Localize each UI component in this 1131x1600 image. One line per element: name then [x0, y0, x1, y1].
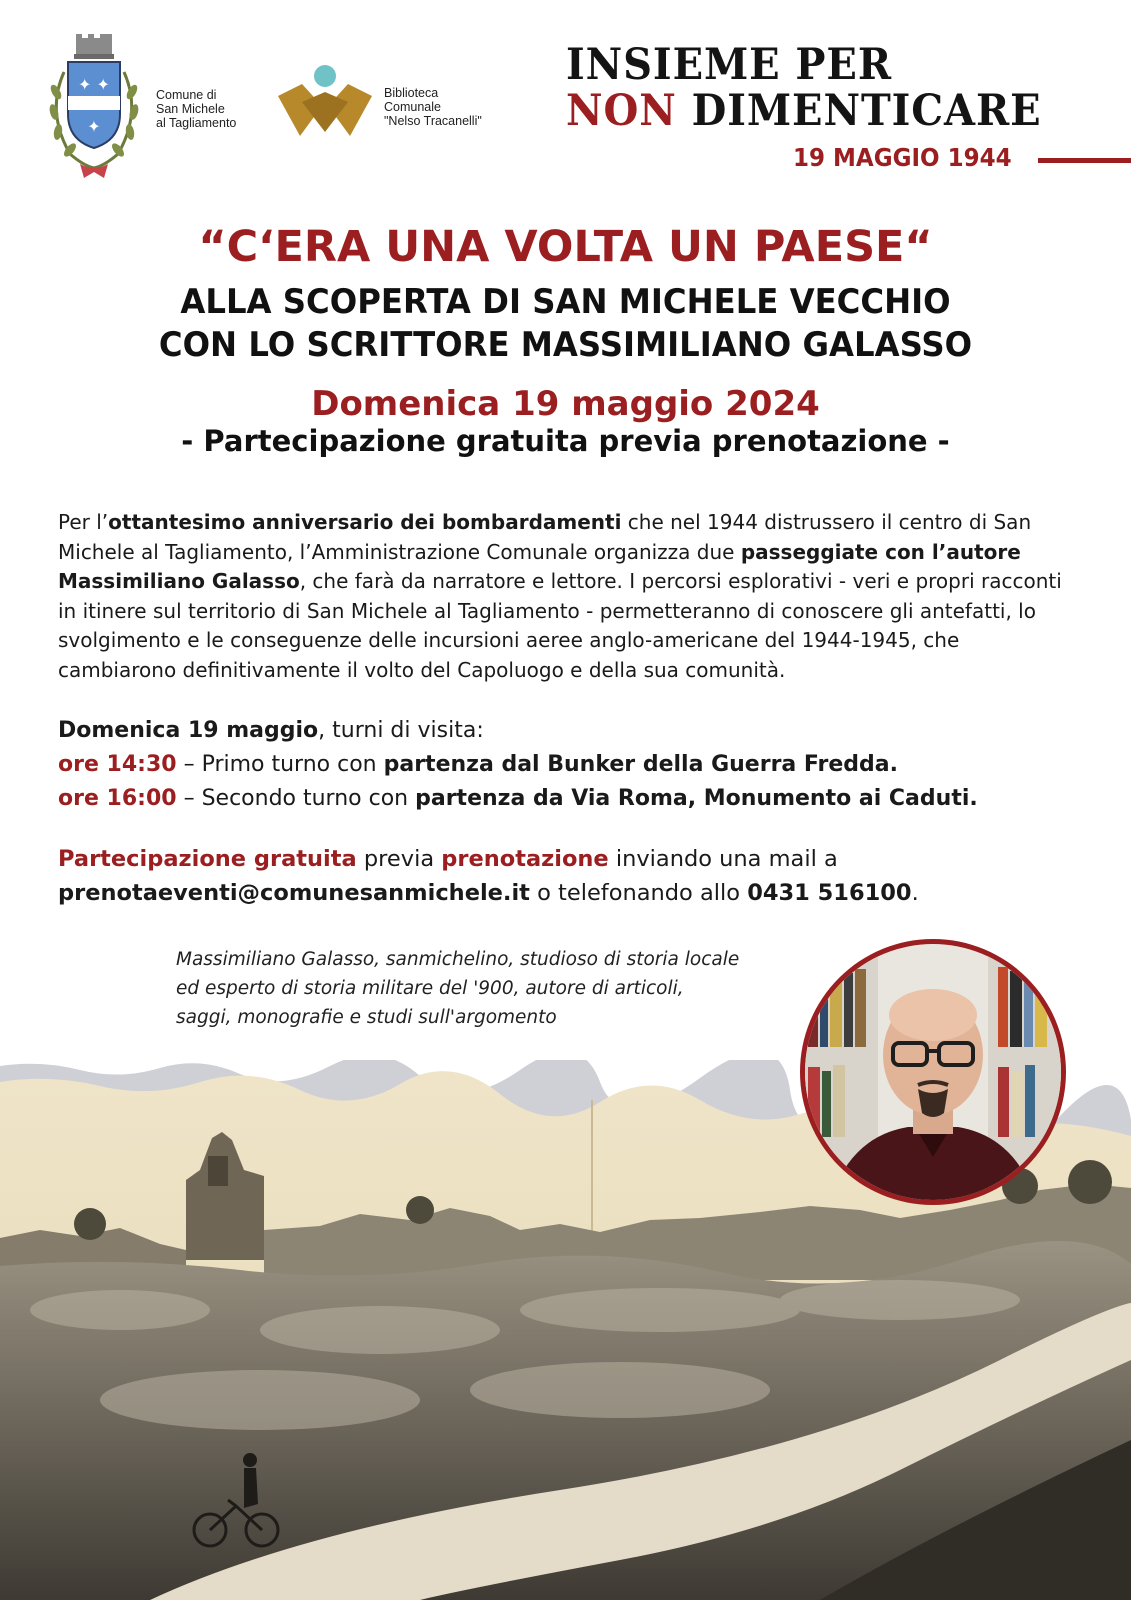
event-date: Domenica 19 maggio 2024: [311, 384, 820, 424]
biblioteca-line-3: "Nelso Tracanelli": [384, 114, 482, 128]
second-turn-time: ore 16:00: [58, 786, 177, 811]
intro-text-3: , che farà da narratore e lettore. I percorsi esplorativi - veri e propri racconti in itinere sul territorio di San Michele al Tagliamento - permetteranno di conoscere gli antefatti, lo svolgimento e le conseguenze delle incursioni aeree anglo-americane del 1944-1945, che cambiarono definitivamente il volto del Capoluogo e della sua comunità.: [58, 569, 1062, 682]
schedule-day-rest: , turni di visita:: [318, 718, 484, 743]
booking-text-2: inviando una mail a: [608, 846, 838, 872]
comune-line-2: San Michele: [156, 102, 225, 116]
booking-line1: [58, 842, 1078, 876]
svg-text:✦: ✦: [87, 117, 101, 136]
campaign-rule: [1038, 158, 1131, 163]
booking-free: Partecipazione gratuita: [58, 846, 357, 872]
comune-line-1: Comune di: [156, 88, 217, 102]
svg-text:✦ ✦: ✦ ✦: [78, 75, 110, 94]
campaign-word-non: NON: [566, 86, 677, 136]
booking-email[interactable]: prenotaeventi@comunesanmichele.it: [58, 880, 530, 906]
schedule-day-bold: Domenica 19 maggio: [58, 718, 319, 743]
booking-phone[interactable]: 0431 516100: [747, 880, 912, 906]
campaign-title-line2: [566, 86, 1042, 136]
author-portrait: [798, 937, 1068, 1207]
first-turn-text: – Primo turno con: [176, 752, 384, 777]
booking-line2: [58, 876, 1078, 910]
booking-reservation: prenotazione: [441, 846, 609, 872]
author-bio: [176, 945, 816, 1032]
booking-text-3: o telefonando allo: [529, 880, 748, 906]
campaign-title-line1: INSIEME PER: [566, 40, 893, 90]
visit-schedule: [58, 714, 1078, 816]
coat-of-arms-icon: [40, 32, 148, 182]
biblioteca-line-1: Biblioteca: [384, 86, 439, 100]
first-turn-location: partenza dal Bunker della Guerra Fredda.: [383, 752, 899, 777]
booking-text-4: .: [911, 880, 919, 906]
schedule-day: [58, 714, 1078, 748]
second-turn-text: – Secondo turno con: [176, 786, 416, 811]
comune-name: [156, 88, 236, 130]
intro-bold-2: passeggiate con l’autore Massimiliano Galasso: [58, 539, 1021, 593]
intro-text-1: Per l’: [58, 510, 109, 534]
comune-line-3: al Tagliamento: [156, 116, 237, 130]
campaign-date: 19 MAGGIO 1944: [793, 143, 1012, 172]
schedule-first: [58, 748, 1078, 782]
first-turn-time: ore 14:30: [58, 752, 177, 777]
bio-line-2: ed esperto di storia militare del '900, autore di articoli,: [176, 978, 684, 999]
biblioteca-name: [384, 86, 482, 128]
second-turn-location: partenza da Via Roma, Monumento ai Caduti.: [415, 786, 978, 811]
event-subtitle-line2: CON LO SCRITTORE MASSIMILIANO GALASSO: [158, 325, 973, 365]
participation-note: - Partecipazione gratuita previa prenotazione -: [181, 424, 950, 458]
intro-paragraph: [58, 508, 1078, 685]
bio-line-3: saggi, monografie e studi sull'argomento: [176, 1007, 557, 1028]
event-title: “C‘ERA UNA VOLTA UN PAESE“: [198, 222, 933, 272]
booking-text-1: previa: [356, 846, 442, 872]
event-subtitle-line1: ALLA SCOPERTA DI SAN MICHELE VECCHIO: [180, 282, 951, 322]
biblioteca-line-2: Comunale: [384, 100, 441, 114]
intro-text-2: che nel 1944 distrussero il centro di San Michele al Tagliamento, l’Amministrazione Comunale organizza due: [58, 510, 1032, 564]
intro-bold-1: ottantesimo anniversario dei bombardamenti: [108, 510, 622, 534]
schedule-second: [58, 782, 1078, 816]
campaign-word-dimenticare: DIMENTICARE: [691, 86, 1042, 136]
booking-info: [58, 842, 1078, 910]
bio-line-1: Massimiliano Galasso, sanmichelino, studioso di storia locale: [176, 949, 740, 970]
open-book-reader-icon: [272, 62, 378, 140]
